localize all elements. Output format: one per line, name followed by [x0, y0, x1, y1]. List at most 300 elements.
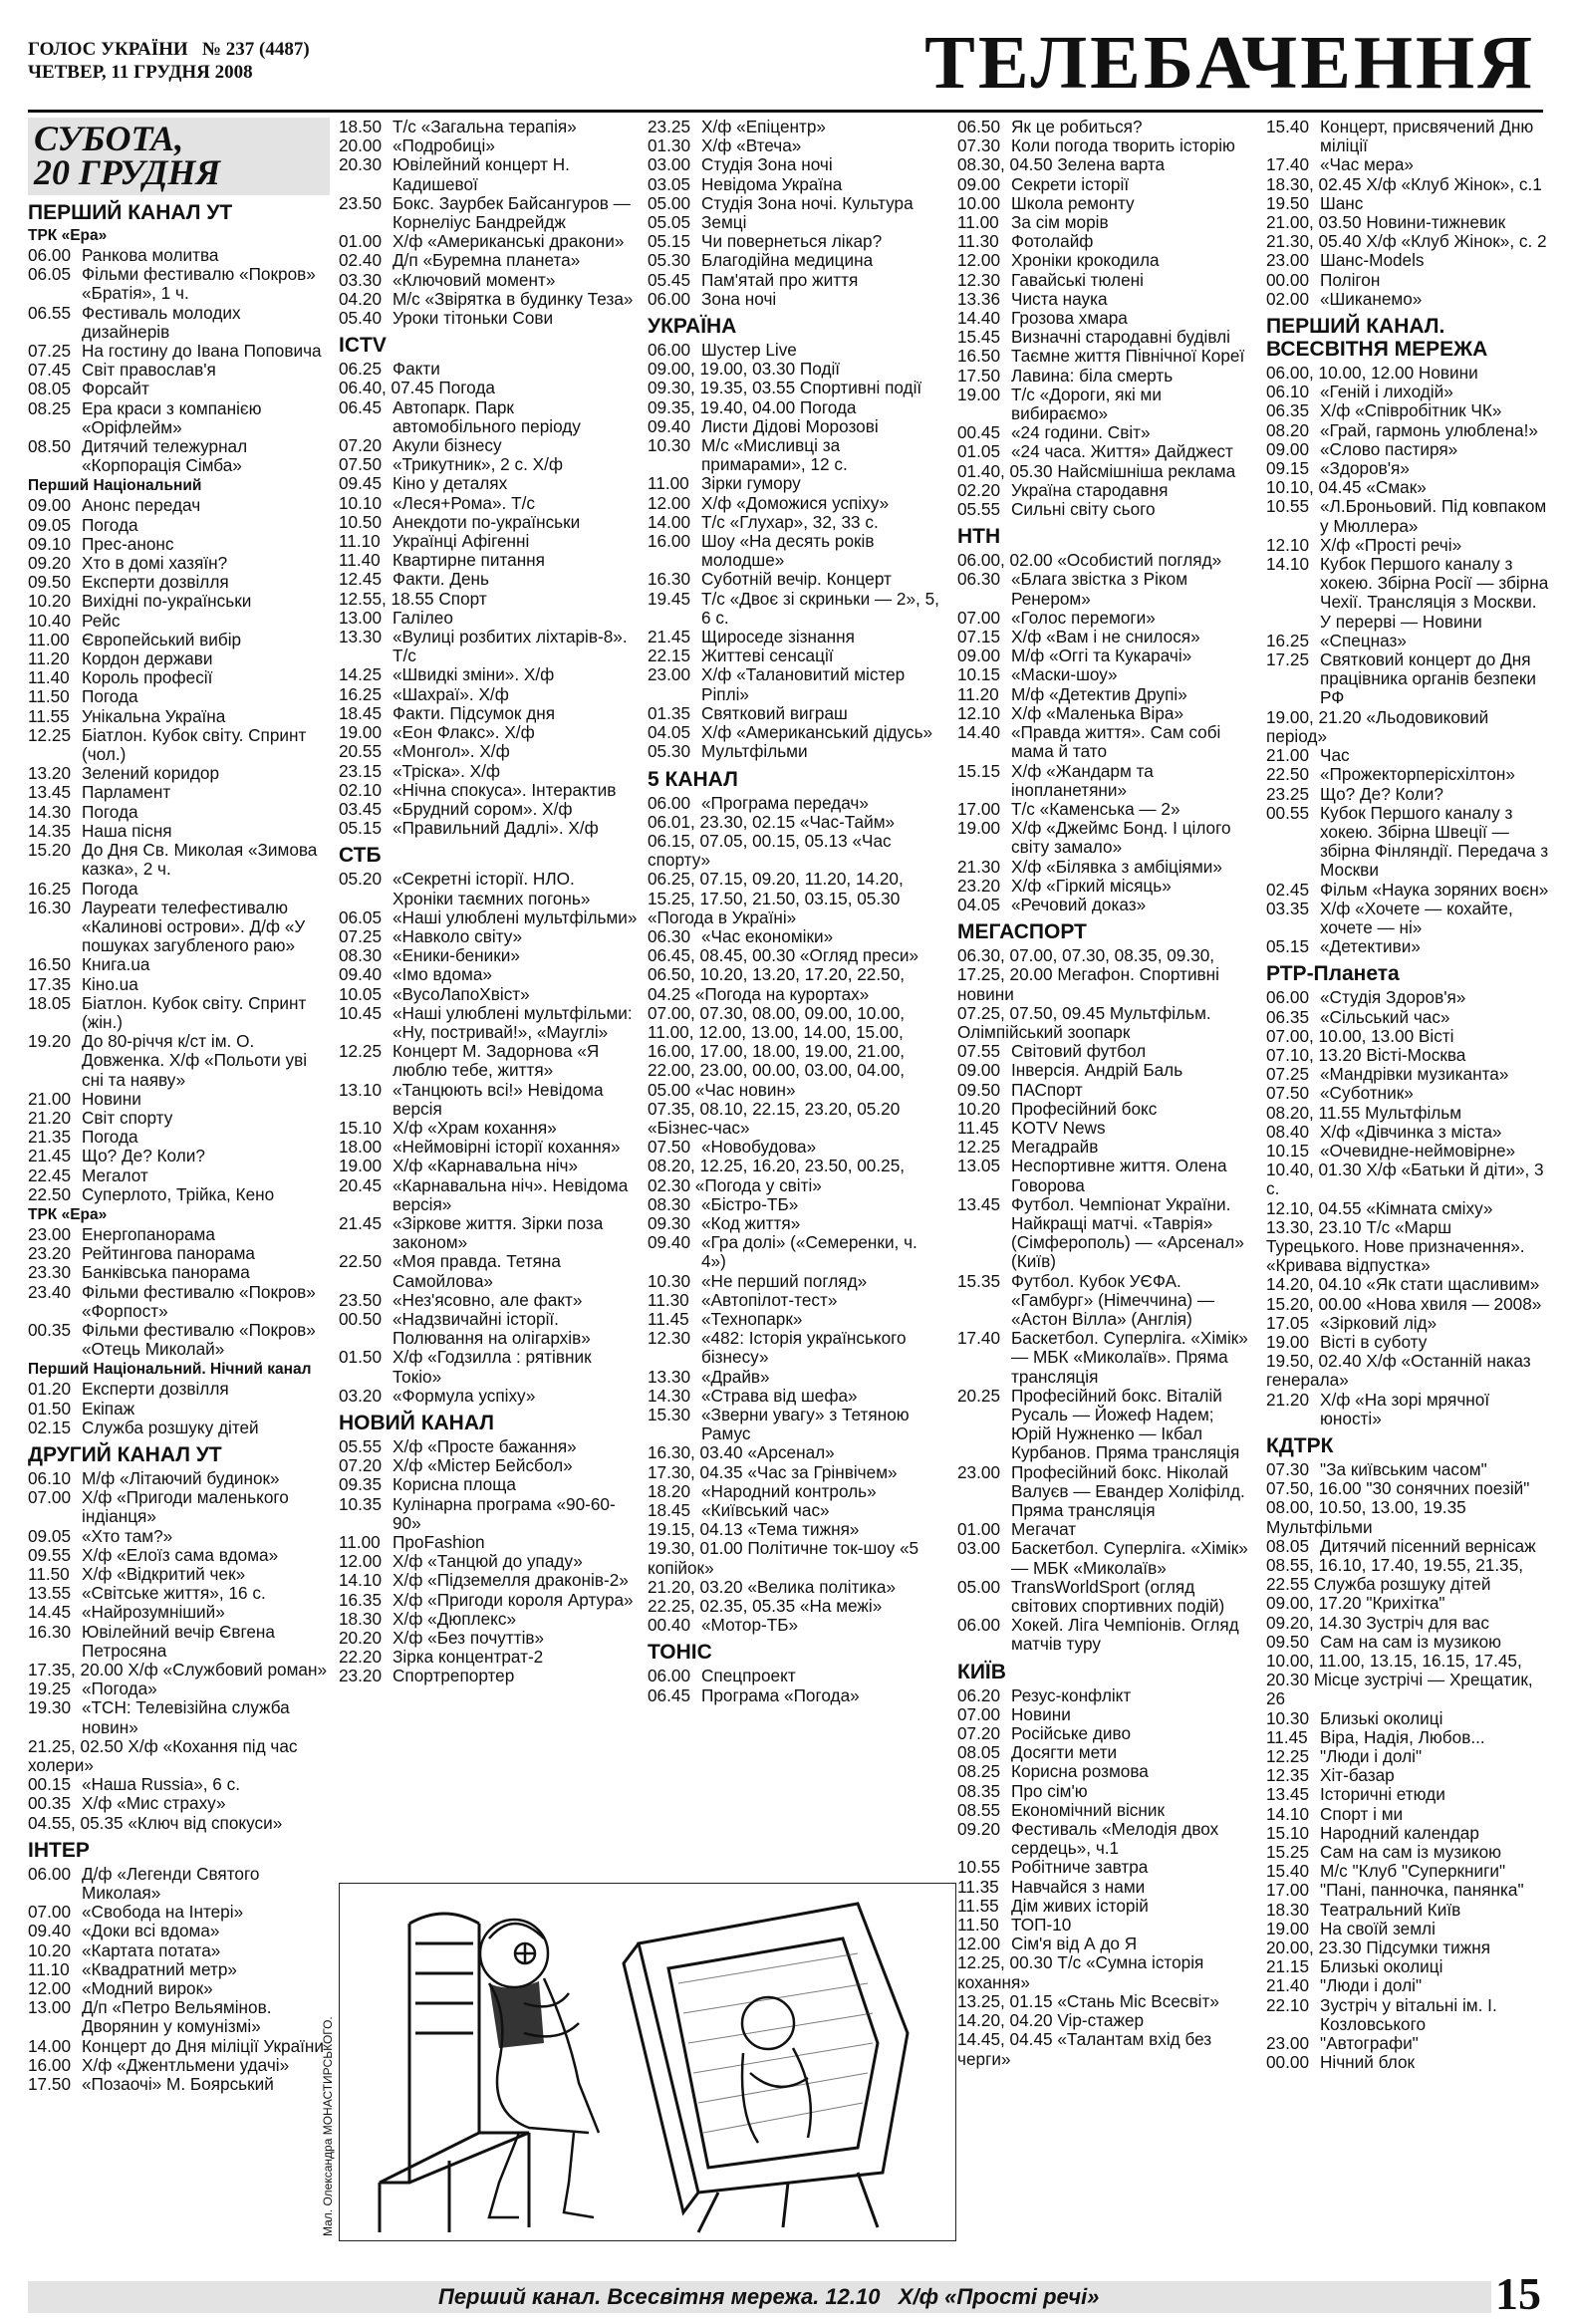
listing-title: Екіпаж	[82, 1398, 135, 1419]
listing-time: 16.25	[1266, 630, 1310, 650]
listing-item	[648, 927, 946, 946]
listing-title: Театральний Київ	[1320, 1899, 1461, 1920]
listing-title: «Час за Грінвічем»	[747, 1461, 898, 1482]
listing-time: 06.20	[957, 1684, 1001, 1705]
listing-time: 11.45	[1266, 1726, 1308, 1747]
listing-item	[28, 764, 330, 783]
footer-highlight: Перший канал. Всесвітня мережа. 12.10 Х/ф «Прості речі»	[438, 2284, 1100, 2309]
listing-time: 06.45	[648, 1684, 691, 1705]
listing-item	[339, 1138, 638, 1157]
listing-title: Бокс. Заурбек Байсангуров — Корнеліус Бандрейдж	[393, 192, 631, 233]
listing-item	[1266, 1728, 1549, 1747]
listing-title: Україна стародавня	[1011, 479, 1169, 500]
listing-time: 11.55	[957, 1895, 999, 1916]
listing-time: 18.30, 02.45	[1266, 173, 1362, 194]
listing-item	[1266, 1785, 1549, 1804]
listing-time: 19.25	[28, 1678, 72, 1699]
listing-title: «Мотор-ТБ»	[701, 1615, 799, 1636]
listing-item	[957, 1705, 1256, 1724]
listing-item	[339, 723, 638, 742]
listing-time: 06.45, 08.45, 00.30	[648, 945, 796, 966]
listing-item	[339, 1495, 638, 1533]
listing-title: Суперлото, Трійка, Кено	[82, 1183, 275, 1204]
listing-item	[648, 417, 946, 436]
listing-time: 05.30	[648, 741, 691, 762]
listing-item	[957, 1782, 1256, 1801]
listing-time: 18.45	[339, 702, 383, 723]
listing-item	[648, 870, 946, 927]
listing-item	[957, 1195, 1256, 1272]
listing-title: Х/ф «Карнавальна ніч»	[393, 1156, 579, 1176]
listing-time: 07.50	[339, 454, 383, 475]
listing-item	[957, 1916, 1256, 1935]
listing-time: 06.00	[648, 792, 691, 813]
listing-time: 13.45	[28, 782, 72, 803]
listing-time: 09.50	[1266, 1631, 1310, 1652]
column-1	[28, 118, 330, 2269]
listing-time: 11.50	[957, 1915, 999, 1936]
listing-time: 09.10	[28, 533, 72, 554]
listing-title: Святковий виграш	[701, 702, 848, 723]
listing-item	[1266, 1046, 1549, 1065]
listing-time: 21.45	[648, 627, 691, 647]
listing-time: 05.15	[648, 231, 691, 252]
listing-item	[339, 1081, 638, 1119]
listing-title: Т/с «Дороги, які ми вибираємо»	[1011, 384, 1162, 424]
listing-item	[28, 304, 330, 342]
listing-item	[957, 1387, 1256, 1463]
listing-title: Банківська панорама	[82, 1262, 250, 1283]
listing-time: 02.00	[1266, 288, 1310, 309]
listing-time: 15.40	[1266, 1861, 1310, 1882]
listing-time: 23.20	[339, 1666, 383, 1686]
listing-time: 06.00, 02.00	[957, 550, 1053, 571]
listing-title: Інверсія. Андрій Баль	[1011, 1060, 1183, 1081]
listing-title: Баскетбол. Суперліга. «Хімік» — МБК «Миколаїв»	[1011, 1538, 1248, 1578]
listing-time: 16.35	[339, 1589, 383, 1610]
listing-time: 18.50	[339, 118, 383, 136]
listing-time: 04.05	[648, 722, 691, 743]
listing-time: 23.25	[648, 118, 691, 136]
listing-title: Прес-анонс	[82, 533, 174, 554]
listing-time: 21.20	[28, 1107, 72, 1128]
listing-item	[648, 1463, 946, 1482]
listing-title: Автопарк. Парк автомобільного періоду	[393, 396, 581, 436]
listing-item	[1266, 1556, 1549, 1594]
listing-time: 12.10, 04.55	[1266, 1197, 1362, 1218]
listing-time: 09.00, 17.20	[1266, 1593, 1362, 1614]
listing-title: Х/ф «Дівчинка з міста»	[1320, 1121, 1502, 1142]
listing-time: 10.35	[339, 1493, 383, 1514]
listing-title: Спецпроект	[701, 1666, 796, 1686]
listing-item	[339, 360, 638, 379]
listing-title: Мегадрайв	[1011, 1137, 1099, 1158]
listing-title: «Погода»	[82, 1678, 157, 1699]
listing-item	[957, 1953, 1256, 1991]
listing-time: 17.05	[1266, 1312, 1310, 1333]
listing-time: 12.25	[28, 724, 72, 745]
listing-title: Професійний бокс	[1011, 1098, 1158, 1119]
listing-item	[339, 870, 638, 907]
listing-time: 19.00	[1266, 1918, 1310, 1938]
listing-item	[28, 1283, 330, 1321]
listing-title: «Талантам вхід без черги»	[957, 2029, 1212, 2069]
listing-item	[1266, 118, 1549, 155]
listing-title: «Секретні історії. НЛО. Хроніки таємних погонь»	[393, 869, 591, 908]
listing-title: «482: Історія українського бізнесу»	[701, 1328, 907, 1368]
listing-title: Нічний блок	[1320, 2052, 1416, 2073]
listing-title: Лавина: біла смерть	[1011, 365, 1174, 386]
listing-time: 12.55, 18.55	[339, 588, 434, 609]
listing-item	[957, 704, 1256, 723]
listing-time: 01.00	[339, 231, 383, 252]
channel-heading: ІНТЕР	[28, 1838, 90, 1862]
listing-time: 10.00, 11.00, 13.15, 16.15, 17.45, 20.30	[1266, 1651, 1522, 1690]
listing-title: Підсумки тижня	[1366, 1937, 1491, 1958]
listing-title: «Очевидне-неймовірне»	[1320, 1140, 1516, 1161]
listing-time: 15.10	[1266, 1822, 1310, 1843]
listing-title: Вісті в суботу	[1320, 1331, 1428, 1352]
listing-item	[339, 474, 638, 493]
listing-title: Корисна розмова	[1011, 1761, 1149, 1782]
listing-item	[1266, 1901, 1549, 1920]
listing-time: 16.30	[28, 897, 72, 917]
listing-time: 05.45	[648, 269, 691, 290]
listing-title: Місце зустрічі — Хрещатик, 26	[1266, 1670, 1533, 1709]
listing-title: «Льодовиковий період»	[1266, 706, 1489, 746]
listing-time: 00.50	[339, 1308, 383, 1329]
listing-title: KOTV News	[1011, 1117, 1106, 1138]
listing-time: 08.20, 11.55	[1266, 1102, 1361, 1123]
listing-time: 19.50, 02.40	[1266, 1351, 1362, 1372]
listing-item	[1266, 1824, 1549, 1843]
listing-title: «Позаочі» М. Боярський	[82, 2074, 274, 2095]
listing-item	[1266, 1275, 1549, 1294]
listing-title: «Картата потата»	[82, 1939, 221, 1960]
listing-time: 18.05	[28, 992, 72, 1013]
listing-title: «Геній і лиходій»	[1320, 382, 1453, 402]
listing-item	[28, 1941, 330, 1960]
listing-item	[28, 1400, 330, 1419]
listing-title: Економічний вісник	[1011, 1799, 1165, 1820]
listing-title: «Правильний Дадлі». Х/ф	[393, 818, 599, 839]
listing-item	[957, 1520, 1256, 1539]
listing-time: 22.45	[28, 1164, 72, 1185]
listing-item	[648, 1597, 946, 1616]
listing-time: 02.20	[957, 479, 1001, 500]
listing-item	[28, 1623, 330, 1661]
listing-title: Близькі околиці	[1320, 1956, 1443, 1977]
listing-title: «Танцюють всі!» Невідома версія	[393, 1079, 604, 1119]
listing-time: 08.25	[957, 1761, 1001, 1782]
listing-title: «Спецназ»	[1320, 630, 1407, 650]
listing-time: 14.35	[28, 820, 72, 841]
listing-title: «Київський час»	[701, 1500, 830, 1521]
listing-item	[648, 646, 946, 665]
listing-title: «Кімната сміху»	[1366, 1197, 1493, 1218]
listing-item	[339, 1533, 638, 1552]
listing-time: 07.25	[339, 925, 383, 946]
listing-title: Д/п «Буремна планета»	[393, 250, 581, 271]
listing-title: За сім морів	[1011, 212, 1109, 233]
listing-title: «Нез'ясовно, але факт»	[393, 1289, 583, 1310]
listing-item	[339, 800, 638, 819]
listing-item	[339, 1042, 638, 1080]
listing-item	[957, 1157, 1256, 1194]
listing-item	[339, 665, 638, 684]
listing-title: Енергопанорама	[82, 1223, 215, 1244]
listing-title: Зірки гумору	[701, 473, 801, 494]
listing-time: 22.25, 02.35, 05.35	[648, 1596, 796, 1617]
listing-time: 18.00	[339, 1137, 383, 1158]
listing-item	[1266, 1352, 1549, 1390]
listing-title: «Хто там?»	[82, 1525, 173, 1546]
listing-time: 23.15	[339, 760, 383, 781]
listing-item	[648, 1272, 946, 1291]
listing-time: 18.45	[648, 1500, 691, 1521]
listing-title: «Бістро-ТБ»	[701, 1193, 799, 1214]
listing-time: 02.15	[28, 1417, 72, 1437]
listing-item	[339, 609, 638, 628]
listing-time: 15.20, 00.00	[1266, 1293, 1362, 1314]
listing-item	[648, 155, 946, 174]
listing-item	[339, 590, 638, 609]
listing-title: «Навколо світу»	[393, 925, 523, 946]
listing-item	[957, 136, 1256, 155]
listing-item	[957, 1100, 1256, 1119]
listing-title: Фільми фестивалю «Покров» «Форпост»	[82, 1281, 316, 1321]
listing-item	[28, 2075, 330, 2094]
listing-item	[957, 1686, 1256, 1705]
listing-title: Кубок Першого каналу з хокею. Збірна Росії — збірна Чехії. Трансляція з Москви. У перерві — Новини	[1320, 554, 1549, 632]
listing-time: 14.00	[28, 2035, 72, 2056]
listing-title: Народний календар	[1320, 1822, 1479, 1843]
listing-time: 09.00	[957, 646, 1001, 666]
listing-time: 11.45	[957, 1117, 999, 1138]
listing-title: Зустріч для вас	[1366, 1612, 1489, 1633]
listing-item	[28, 707, 330, 726]
listing-time: 09.00	[957, 173, 1001, 194]
listing-item	[648, 194, 946, 213]
listing-item	[957, 213, 1256, 232]
listing-title: Т/с «Глухар», 32, 33 с.	[701, 511, 879, 532]
listing-title: Т/с «Каменська — 2»	[1011, 798, 1180, 819]
listing-item	[28, 2056, 330, 2075]
listing-item	[648, 532, 946, 570]
listing-time: 06.00	[648, 340, 691, 361]
listing-time: 11.10	[28, 1958, 70, 1979]
listing-title: Х/ф «Американські дракони»	[393, 231, 625, 252]
listing-item	[648, 271, 946, 290]
listing-title: Новини	[1011, 1703, 1071, 1724]
listing-time: 14.10	[339, 1570, 383, 1591]
listing-time: 21.30	[957, 856, 1001, 877]
listing-time: 11.35	[957, 1876, 999, 1897]
listing-time: 10.10	[339, 492, 383, 513]
listing-item	[339, 1157, 638, 1175]
listing-time: 18.20	[648, 1480, 691, 1501]
listing-time: 13.45	[957, 1193, 1001, 1214]
listing-time: 11.40	[28, 667, 70, 688]
listing-item	[1266, 1957, 1549, 1976]
listing-item	[28, 496, 330, 515]
page-number: 15	[1495, 2268, 1541, 2319]
listing-time: 15.35	[957, 1270, 1001, 1291]
listing-time: 18.30	[339, 1608, 383, 1629]
listing-item	[28, 1419, 330, 1437]
listing-time: 19.00, 21.20	[1266, 706, 1362, 727]
listing-title: Шанс	[1320, 192, 1364, 213]
listing-title: Х/ф «Доможися успіху»	[701, 492, 890, 513]
listing-time: 06.40, 07.45	[339, 378, 434, 398]
listing-time: 20.55	[339, 741, 383, 762]
listing-item	[28, 535, 330, 554]
listing-title: Анонс передач	[82, 495, 201, 516]
listing-time: 07.50	[648, 1137, 691, 1158]
listing-title: Події	[799, 359, 841, 380]
listing-time: 20.45	[339, 1174, 383, 1195]
listing-time: 06.00	[28, 245, 72, 265]
listing-title: Форсайт	[82, 379, 149, 399]
listing-title: «Прожекторперісхілтон»	[1320, 764, 1515, 785]
listing-time: 08.05	[28, 379, 72, 399]
listing-title: Мегалот	[82, 1164, 148, 1185]
listing-time: 06.35	[1266, 400, 1310, 421]
listing-title: Експерти дозвілля	[82, 572, 229, 593]
listing-item	[648, 398, 946, 417]
listing-title: Х/ф «Втеча»	[701, 135, 802, 156]
listing-item	[1266, 1161, 1549, 1198]
listing-title: Король професії	[82, 667, 213, 688]
listing-item	[339, 1610, 638, 1629]
listing-item	[1266, 1295, 1549, 1314]
listing-title: Лауреати телефестивалю «Калинові острови». Д/ф «У пошуках загубленого раю»	[82, 897, 306, 956]
listing-title: Книга.ua	[82, 954, 150, 975]
listing-item	[28, 994, 330, 1032]
listing-title: ПроFashion	[393, 1532, 485, 1553]
listing-title: Кулінарна програма «90-60-90»	[393, 1493, 616, 1533]
listing-title: Мультфільми	[1266, 1516, 1373, 1537]
listing-title: Робітниче завтра	[1011, 1857, 1149, 1878]
listing-time: 09.40	[648, 415, 691, 436]
listing-item	[648, 513, 946, 532]
listing-item	[648, 175, 946, 194]
listing-time: 21.20	[1266, 1389, 1310, 1410]
listing-item	[957, 1743, 1256, 1762]
listing-title: «Шиканемо»	[1320, 288, 1423, 309]
listing-title: «Монгол». Х/ф	[393, 741, 510, 762]
listing-item	[957, 570, 1256, 608]
listing-item	[1266, 1747, 1549, 1766]
listing-time: 06.50	[957, 118, 1001, 136]
listing-title: «Програма передач»	[701, 792, 869, 813]
listing-item	[28, 687, 330, 706]
listing-time: 16.00	[28, 2054, 72, 2075]
listing-item	[957, 858, 1256, 877]
listing-title: Погода	[82, 878, 138, 899]
listing-title: Факти. День	[393, 569, 490, 590]
listing-title: «Нічна спокуса». Інтерактив	[393, 779, 617, 800]
listing-title: Європейський вибір	[82, 629, 242, 649]
listing-item	[28, 612, 330, 631]
listing-item	[1266, 937, 1549, 956]
listing-title: «Моя правда. Тетяна Самойлова»	[393, 1251, 561, 1291]
listing-title: Політичне ток-шоу «5 копійок»	[648, 1538, 919, 1578]
listing-time: 09.20, 14.30	[1266, 1612, 1362, 1633]
listing-title: «Велика політика»	[747, 1576, 897, 1597]
listing-title: Х/ф «Вам і не снилося»	[1011, 627, 1200, 647]
listing-title: Х/ф «Клуб Жінок», с.1	[1366, 173, 1542, 194]
header-divider	[28, 110, 1543, 113]
listing-item	[957, 462, 1256, 481]
listing-time: 21.45	[28, 1146, 72, 1166]
listing-item	[1266, 536, 1549, 555]
listing-title: Погода	[82, 1127, 138, 1148]
listing-item	[339, 1591, 638, 1610]
listing-item	[957, 1762, 1256, 1781]
listing-title: "Пані, панночка, панянка"	[1320, 1880, 1524, 1901]
channel-heading: КДТРК	[1266, 1434, 1334, 1457]
listing-title: «Тріска». Х/ф	[393, 760, 501, 781]
listing-title: Анекдоти по-українськи	[393, 511, 581, 532]
listing-title: «Неймовірні історії кохання»	[393, 1137, 621, 1158]
listing-item	[28, 246, 330, 265]
listing-item	[648, 1406, 946, 1443]
listing-time: 07.25, 07.50, 09.45	[957, 1002, 1106, 1023]
channel-heading: ПЕРШИЙ КАНАЛ. ВСЕСВІТНЯ МЕРЕЖА	[1266, 315, 1488, 362]
listing-time: 07.15	[957, 627, 1001, 647]
listing-title: Гавайські тюлені	[1011, 269, 1144, 290]
listing-title: На своїй землі	[1320, 1918, 1436, 1938]
listing-title: Новини	[82, 1088, 141, 1109]
listing-item	[28, 841, 330, 879]
listing-time: 12.25	[957, 1137, 1001, 1158]
listing-time: 08.35	[957, 1780, 1001, 1801]
listing-item	[339, 927, 638, 946]
listing-item	[648, 118, 946, 136]
listing-title: Про сім'ю	[1011, 1780, 1088, 1801]
listing-title: «Еон Флакс». Х/ф	[393, 722, 535, 743]
listing-title: Експерти дозвілля	[82, 1379, 229, 1400]
listing-title: «Стань Міс Всесвіт»	[1057, 1990, 1219, 2011]
listing-time: 08.00, 10.50, 13.00, 19.35	[1266, 1497, 1466, 1518]
listing-time: 23.00	[1266, 2033, 1310, 2054]
listing-item	[28, 975, 330, 994]
listing-time: 10.15	[957, 664, 1001, 685]
listing-title: Хто в домі хазяїн?	[82, 553, 228, 574]
listing-item	[1266, 1881, 1549, 1900]
listing-title: "30 сонячних поезій"	[1366, 1478, 1530, 1499]
listing-time: 10.40	[28, 610, 72, 631]
listing-time: 07.55	[957, 1041, 1001, 1062]
listing-time: 09.40	[648, 1232, 691, 1253]
listing-title: Хіт-базар	[1320, 1765, 1395, 1786]
listing-title: «Смак»	[1366, 477, 1427, 498]
listing-time: 06.25	[339, 359, 383, 380]
listing-time: 17.35	[28, 973, 72, 994]
listing-time: 19.30, 01.00	[648, 1538, 743, 1559]
listing-title: Світ православ'я	[82, 360, 216, 381]
listing-time: 16.30, 03.40	[648, 1442, 743, 1463]
listing-title: «Огляд преси»	[799, 945, 919, 966]
listing-time: 10.05	[339, 983, 383, 1004]
listing-title: Кіно у деталях	[393, 473, 508, 494]
listing-time: 19.30	[28, 1697, 72, 1718]
listing-time: 10.20	[28, 1939, 72, 1960]
listing-title: Світ спорту	[82, 1107, 173, 1128]
listing-item	[339, 781, 638, 800]
listing-title: Школа ремонту	[1011, 192, 1135, 213]
